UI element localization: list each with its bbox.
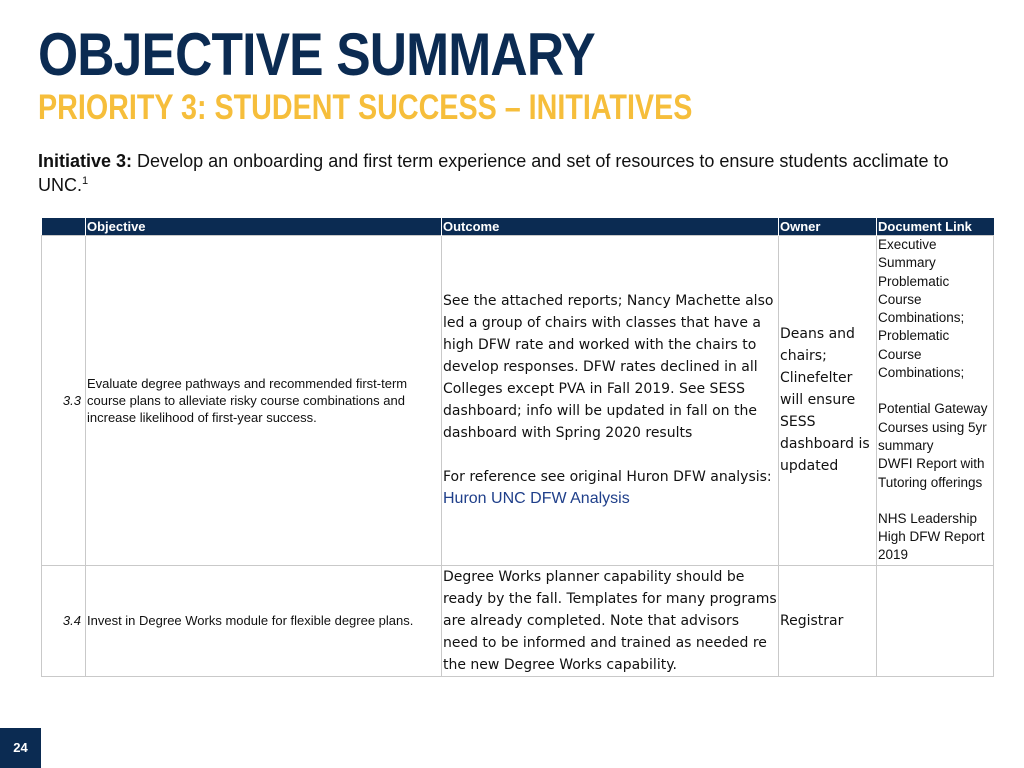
initiative-label: Initiative 3: bbox=[38, 151, 133, 171]
column-header-document-link: Document Link bbox=[877, 218, 994, 236]
objective-number: 3.3 bbox=[42, 236, 86, 566]
objectives-table bbox=[41, 218, 994, 677]
initiative-text: Develop an onboarding and first term experience and set of resources to ensure students acclimate to UNC. bbox=[38, 151, 949, 195]
document-links-cell bbox=[877, 236, 994, 566]
table-row bbox=[42, 236, 994, 566]
huron-analysis-link[interactable]: Huron UNC DFW Analysis bbox=[443, 490, 630, 508]
objective-text: Evaluate degree pathways and recommended first-term course plans to alleviate risky course combinations and increase likelihood of first-year success. bbox=[86, 236, 442, 566]
objective-number: 3.4 bbox=[42, 565, 86, 676]
column-header-owner: Owner bbox=[779, 218, 877, 236]
outcome-reference: For reference see original Huron DFW analysis: bbox=[443, 469, 772, 486]
page-title: OBJECTIVE SUMMARY bbox=[38, 21, 595, 88]
page-number: 24 bbox=[0, 728, 41, 768]
outcome-text: Degree Works planner capability should be ready by the fall. Templates for many programs are already completed. Note that advisors need to be informed and trained as needed re the new Degree Works capability. bbox=[442, 565, 779, 676]
page-subtitle: PRIORITY 3: STUDENT SUCCESS – INITIATIVES bbox=[38, 88, 693, 127]
document-links-cell bbox=[877, 565, 994, 676]
owner-text: Registrar bbox=[779, 565, 877, 676]
document-link[interactable]: Problematic Course Combinations; bbox=[878, 328, 965, 381]
table-header-row bbox=[42, 218, 994, 236]
outcome-cell bbox=[442, 236, 779, 566]
footnote-marker: 1 bbox=[82, 175, 89, 187]
document-link[interactable]: Executive Summary Problematic Course Combinations; bbox=[878, 237, 965, 326]
column-header-number bbox=[42, 218, 86, 236]
outcome-text: See the attached reports; Nancy Machette also led a group of chairs with classes that have a high DFW rate and worked with the chairs to develop responses. DFW rates declined in all Colleges except PVA in Fall 2019. See SESS dashboard; info will be updated in fall on the dashboard with Spring 2020 results bbox=[443, 293, 774, 442]
objective-text: Invest in Degree Works module for flexible degree plans. bbox=[86, 565, 442, 676]
column-header-outcome: Outcome bbox=[442, 218, 779, 236]
document-link[interactable]: Potential Gateway Courses using 5yr summary bbox=[878, 401, 988, 453]
document-link[interactable]: DWFI Report with Tutoring offerings bbox=[878, 456, 985, 490]
document-link[interactable]: NHS Leadership High DFW Report 2019 bbox=[878, 510, 985, 563]
column-header-objective: Objective bbox=[86, 218, 442, 236]
table-row bbox=[42, 565, 994, 676]
owner-text: Deans and chairs; Clinefelter will ensure SESS dashboard is updated bbox=[779, 236, 877, 566]
initiative-statement bbox=[38, 149, 978, 197]
